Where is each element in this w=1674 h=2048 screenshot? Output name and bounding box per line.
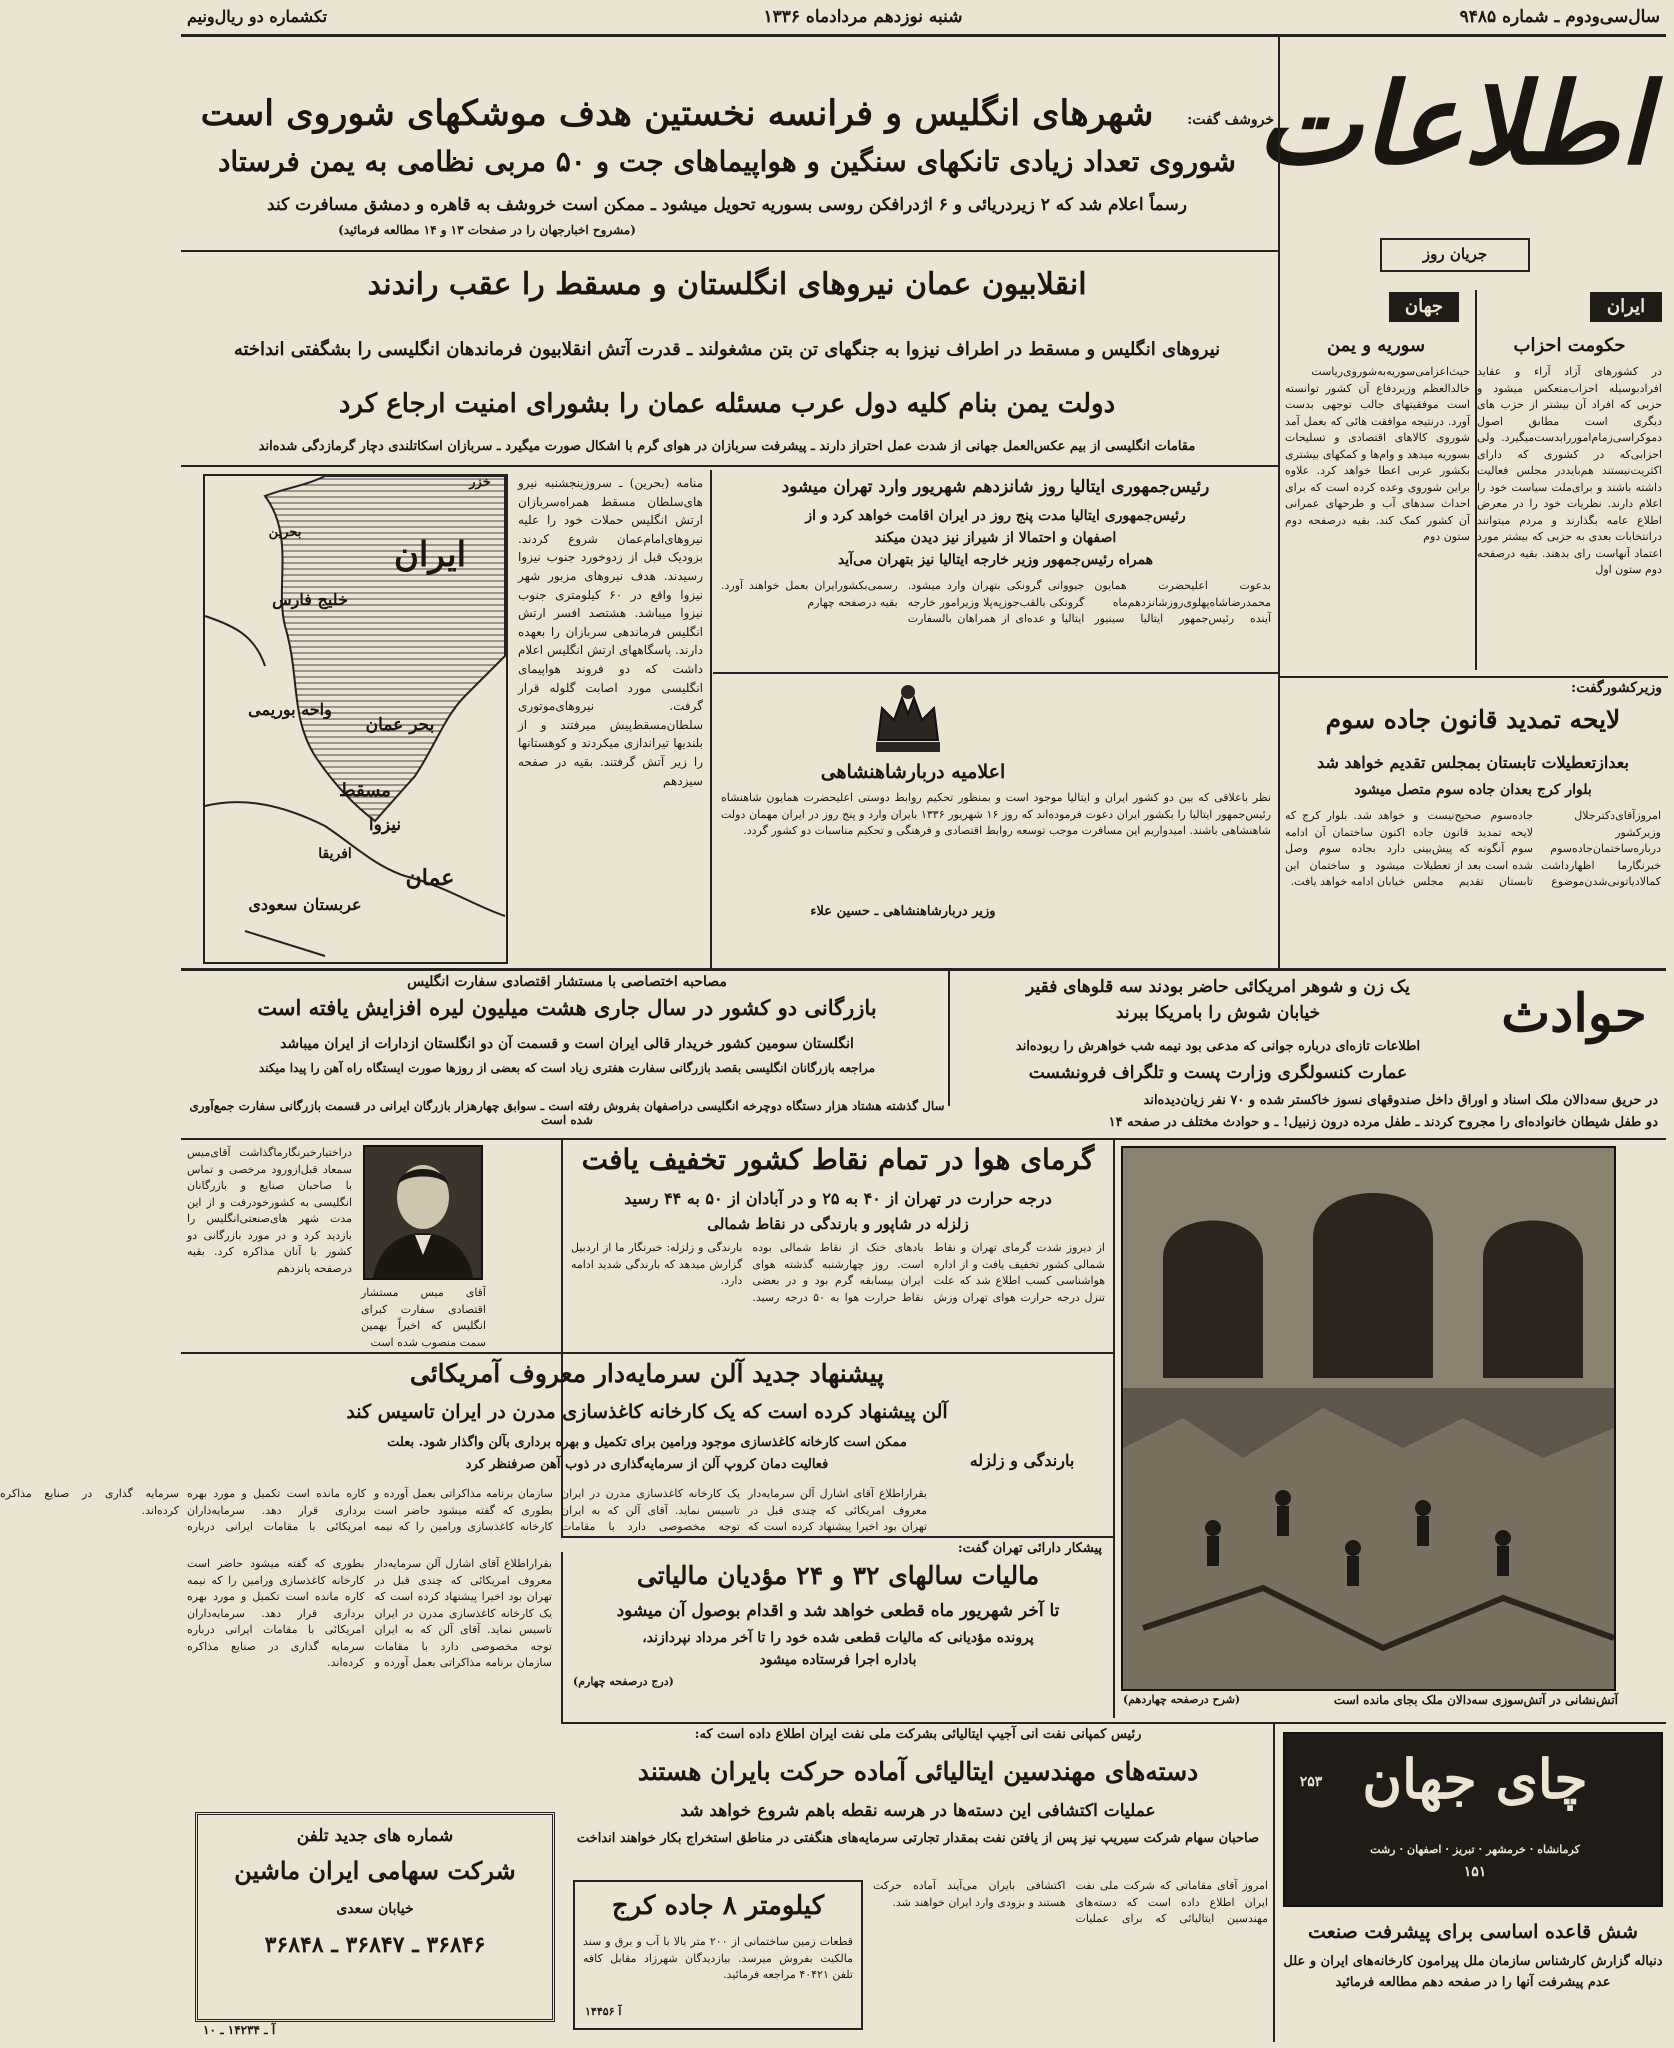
incidents-title: حوادث (1501, 983, 1647, 1044)
title-divider (1278, 36, 1280, 226)
rule (181, 968, 1666, 971)
court-announcement-body: نظر باعلاقی که بین دو کشور ایران و ایتالیا موجود است و بمنظور تحکیم روابط دوستی اعلیحضرت همایون شاهنشاه رئیس‌جمهور ایتالیا را بکشور ایران دعوت فرموده‌اند که روز ۱۶ شهریور ۱۳۳۶ بایران وارد و پنج روز در ایران مهمان دولت شاهنشاهی باشند. امیدواریم این مسافرت موجب توسعه روابط اقتصادی و فرهنگی و تحکیم مناسبات دو کشور گردد. (721, 791, 1272, 837)
trade-sub1: انگلستان سومین کشور خریدار قالی ایران است و قسمت آن دو انگلستان ازدارات از ایران میباشد (280, 1036, 854, 1052)
top-attribution: خروشف گفت: (1187, 112, 1274, 128)
issue-number: سال‌سی‌ودوم ـ شماره ۹۴۸۵ (1459, 7, 1660, 27)
phone-ad-company: شرکت سهامی ایران ماشین (234, 1856, 516, 1885)
map-label-khazar: خزر (469, 475, 491, 490)
trade-headline: بازرگانی دو کشور در سال جاری هشت میلیون لیره افزایش یافته است (257, 995, 877, 1020)
tea-ad-number-left: ۲۵۳ (1299, 1774, 1323, 1790)
tax-kicker: پیشکار دارائی تهران گفت: (957, 1541, 1102, 1556)
tax-headline: مالیات سالهای ۳۲ و ۲۴ مؤدیان مالیاتی (636, 1561, 1040, 1590)
map-label-nizwa: نیزوا (368, 815, 402, 835)
issue-date: شنبه نوزدهم مردادماه ۱۳۳۶ (763, 7, 963, 27)
tea-ad-number-right: ۱۵۱ (1463, 1864, 1487, 1880)
allen-body-continued: بقراراطلاع آقای اشارل آلن سرمایه‌دار معروف امریکائی که چندی قبل در تهران بود اخیرا پیشنهاد کرده است که یک کارخانه کاغذسازی مدرن در ایران تاسیس نماید. آقای آلن که به ایران توجه مخصوصی دارد با مقامات سازمان برنامه مذاکراتی بعمل آورده و بطوری که گفته میشود حاضر است کارخانه کاغذسازی ورامین را که نیمه کاره مانده است تکمیل و مورد بهره برداری قرار دهد. سرمایه‌داران امریکائی با مقامات ایرانی درباره سرمایه گذاری در صنایع مذاکره کرده‌اند. (187, 1557, 552, 1669)
allen-sub3: فعالیت دمان کروپ آلن از سرمایه‌گذاری در ذوب آهن صرفنظر کرد (465, 1457, 829, 1472)
crown-icon (868, 680, 948, 758)
map-label-muscat: مسقط (339, 780, 391, 801)
tax-sub3: باداره اجرا فرستاده میشود (759, 1652, 917, 1668)
photo-caption: آتش‌نشانی در آتش‌سوزی سه‌دالان ملک بجای مانده است (1333, 1693, 1618, 1707)
phone-ad-code: آ ـ ۱۴۲۳۴ ـ ۱۰ (203, 2023, 276, 2037)
tea-city: کرمانشاه (1537, 1843, 1580, 1856)
tax-note: (درج درصفحه چهارم) (573, 1675, 674, 1688)
current-affairs-box (1380, 238, 1530, 272)
oil-kicker: رئیس کمپانی نفت انی آجیپ ایتالیائی بشرکت ملی نفت ایران اطلاع داده است که: (694, 1727, 1142, 1742)
top-note: (مشروح اخبارجهان را در صفحات ۱۳ و ۱۴ مطالعه فرمائید) (338, 223, 636, 237)
italy-sub2: اصفهان و احتمالا از شیراز نیز دیدن میکند (874, 530, 1117, 546)
phone-ad-numbers: ۳۶۸۴۶ ـ ۳۶۸۴۷ ـ ۳۶۸۴۸ (264, 1932, 486, 1958)
court-announcement-signature: وزیر دربارشاهنشاهی ـ حسین علاء (810, 904, 996, 919)
portrait-caption: آقای میس مستشار اقتصادی سفارت کبرای انگلیس که اخیراً بهمین سمت منصوب شده است (361, 1286, 486, 1349)
map-label-bahrain: بحرین (268, 525, 302, 540)
newspaper-title: اطلاعات (1256, 59, 1650, 190)
iran-column-body: در کشورهای آزاد آراء و عقاید افرادبوسیله احزاب‌منعکس میشود و حزبی که افراد آن بیشتر از حزب های دیگری است مطابق اصول دموکراسی‌زمام‌اموررابدست‌میگیرد. ولی احزابی‌که در کشوری که دارای اکثریت‌نیستند هم‌باید‌در مجلس فعالیت داشته باشند و برای‌ملت سیاست خود را اعلام دارند. نظریات خود را در معرض اطلاع عامه بگذارند و مردم میتوانند درانتخابات بعدی به حزبی که بیشتر مورد اعتماد آنهاست رای بدهند. بقیه درصفحه دوم ستون اول (1477, 365, 1662, 576)
karaj-ad (573, 1880, 863, 2030)
rule (561, 1536, 1113, 1538)
heat-sub1: درجه حرارت در تهران از ۴۰ به ۲۵ و در آبادان از ۵۰ به ۴۴ رسید (624, 1189, 1052, 1208)
fire-photo (1121, 1146, 1616, 1691)
portrait-photo (363, 1145, 483, 1280)
rule (1273, 1722, 1275, 2042)
court-announcement-title: اعلامیه دربارشاهنشاهی (820, 761, 1006, 783)
photo-credit: (شرح درصفحه چهاردهم) (1123, 1693, 1241, 1706)
rule (1278, 676, 1280, 968)
issue-price: تکشماره دو ریال‌ونیم (187, 7, 328, 26)
karaj-ad-body: قطعات زمین ساختمانی از ۲۰۰ متر بالا با آب و برق و سند مالکیت بفروش میرسد. بیازدیدگان شهرزاد مقابل کافه تلفن ۴۰۴۲۱ مراجعه فرمائید. (583, 1935, 853, 1981)
incidents-head2: خیابان شوش را بامریکا ببرند (1115, 1003, 1321, 1023)
rule (1278, 226, 1280, 676)
rule (181, 250, 1278, 252)
incidents-sub3: در حریق سه‌دالان ملک اسناد و اوراق داخل صندوقهای نسوز خاکستر شده و ۷۰ نفر زیان‌دیده‌اند (1143, 1093, 1658, 1108)
map-label-oman: عمان (405, 865, 455, 891)
trade-sub3: سال گذشته هشتاد هزار دستگاه دوچرخه انگلیسی دراصفهان بفروش رفته است ـ سوابق چهارهزار بازرگان ایرانی در قسمت بازرگانی سفارت جمع‌آوری شده است (189, 1099, 945, 1127)
map-label-buraimi: واحه بوریمی (248, 700, 332, 719)
road-body: امروزآقای‌دکترجلال وزیرکشور درباره‌ساختمان‌جاده‌سوم خبرنگارما اظهارداشت کمالادیاتونی‌شدن‌موضوع جاده‌سوم صحیح‌نیست و لایحه تمدید قانون جاده سوم آنگونه که پیش‌بینی شده است بعد از تعطیلات تابستان تقدیم مجلس خواهد شد. بلوار کرج که اکنون ساختمان آن ادامه دارد بجاده سوم وصل میشود و ساختمان این خیابان ادامه خواهد یافت. (1285, 809, 1661, 888)
incidents-sub1: اطلاعات تازه‌ای درباره جوانی که مدعی بود نیمه شب خواهرش را ربوده‌اند (1015, 1039, 1421, 1054)
iran-column-headline: حکومت احزاب (1513, 335, 1626, 356)
industry-headline: شش قاعده اساسی برای پیشرفت صنعت (1308, 1921, 1638, 1943)
top-line3: رسماً اعلام شد که ۲ زیردریائی و ۶ اژدرافکن روسی بسوریه تحویل میشود ـ ممکن است خروشف به قاهره و دمشق مسافرت کند (267, 195, 1187, 215)
road-sub1: بعدازتعطیلات تابستان بمجلس تقدیم خواهد شد (1317, 753, 1629, 772)
phone-ad-street: خیابان سعدی (336, 1901, 414, 1917)
italy-sub3: همراه رئیس‌جمهور وزیر خارجه ایتالیا نیز بتهران می‌آید (837, 552, 1154, 568)
tea-city: خرمشهر (1486, 1843, 1526, 1856)
rule (710, 470, 712, 968)
rule (1475, 290, 1477, 670)
tea-city: اصفهان (1407, 1843, 1442, 1856)
road-attribution: وزیرکشورگفت: (1571, 680, 1662, 696)
tag-world: جهان (1389, 292, 1459, 322)
italy-body: بدعوت اعلیحضرت همایون محمدرضاشاه‌پهلوی‌روزشانزدهم‌ماه آینده رئیس‌جمهور ایتالیا سینیور جیووانی گرونکی بتهران وارد میشود. گرونکی بالقب‌جوزپه‌پلا وزیرامور خارجه ایتالیا و عده‌ای از همراهان بالسفارت رسمی‌بکشورایران بعمل خواهند آورد. بقیه درصفحه چهارم (721, 579, 1271, 625)
tax-sub2: پرونده مؤدیانی که مالیات قطعی شده خود را تا آخر مرداد نپردازند، (642, 1630, 1034, 1646)
oman-body: منامه (بحرین) ـ سروزینجشنبه نیرو های‌سلطان مسقط همراه‌سربازان ارتش انگلیس حملات خود را علیه نیروهای‌امام‌عمان شروع کردند. بزودیک قبل از زدوخورد جنوب نیزوا رسیدند. هدف نیروهای مزبور شهر نیزوا واقع در ۶۰ کیلومتری جنوب نیزوا میباشد. هشتصد افسر ارتش انگلیس فرماندهی سربازان را بعهده دارند. پاسگاههای ارتش انگلیس اعلام داشت که دو فروند هواپیمای انگلیسی مورد اصابت گلوله قرار گرفت. نیروهای‌موتوری سلطان‌مسقط‌پیش میرفتند و از بلندیها تیراندازی میکردند و کوهستانها را زیر آتش گرفتند. بقیه در صفحه سیزدهم (518, 476, 703, 788)
incidents-sub4: دو طفل شیطان خانواده‌ای را مجروح کردند ـ طفل مرده درون زنبیل! ـ و حوادث مختلف در صفحه ۱۴ (1108, 1115, 1658, 1130)
heat-headline: گرمای هوا در تمام نقاط کشور تخفیف یافت (581, 1143, 1095, 1176)
industry-body: دنباله گزارش کارشناس سازمان ملل پیرامون کارخانه‌های ایران و علل عدم پیشرفت آنها را در صفحه دهم مطالعه فرمائید (1283, 1954, 1663, 1990)
italy-headline: رئیس‌جمهوری ایتالیا روز شانزدهم شهریور وارد تهران میشود (781, 477, 1210, 497)
oman-sub3: مقامات انگلیسی از بیم عکس‌العمل جهانی از شدت عمل احتراز دارند ـ پیشرفت سربازان در هوای گرم با اشکال صورت میگیرد ـ سربازان اسکاتلندی دچار گرمازدگی شده‌اند (258, 439, 1196, 454)
allen-body: بقراراطلاع آقای اشارل آلن سرمایه‌دار معروف امریکائی که چندی قبل در تهران بود اخیرا پیشنهاد کرده است که یک کارخانه کاغذسازی مدرن در ایران تاسیس نماید. آقای آلن که به ایران توجه مخصوصی دارد با مقامات سازمان برنامه مذاکراتی بعمل آورده و بطوری که گفته میشود حاضر است کارخانه کاغذسازی ورامین را که نیمه کاره مانده است تکمیل و مورد بهره برداری قرار دهد. سرمایه‌داران امریکائی با مقامات ایرانی درباره سرمایه گذاری در صنایع مذاکره کرده‌اند. (0, 1487, 927, 1533)
allen-headline: پیشنهاد جدید آلن سرمایه‌دار معروف آمریکائی (409, 1359, 885, 1388)
heat-sub2: زلزله در شاپور و بارندگی در نقاط شمالی (707, 1215, 969, 1233)
trade-kicker: مصاحبه اختصاصی با مستشار اقتصادی سفارت انگلیس (407, 974, 727, 990)
tag-iran: ایران (1590, 292, 1662, 322)
portrait-figure (365, 1147, 481, 1278)
top-headline: شهرهای انگلیس و فرانسه نخستین هدف موشکهای شوروی است (200, 93, 1154, 134)
oman-headline: انقلابیون عمان نیروهای انگلستان و مسقط را عقب راندند (367, 267, 1087, 302)
karaj-ad-code: آ ۱۴۴۵۶ (585, 2005, 622, 2018)
world-column-body: حیث‌اعزامی‌سوریه‌به‌شوروی‌ریاست خالدالعظم وزیردفاع آن کشور توانسته است موفقیتهای جالب توجهی بدست آورد. درنتیجه موافقت هائی که بعمل آمد شوروی کالاهای اقتصادی و تسلیحات بسوریه میدهد و وام‌ها و کمکهای بیشتری بکشور عربی اعطا خواهد کرد. علاوه براین شوروی وعده کرده است که برای احداث سدهای آب و طرحهای عمرانی آن کشور کمک کند. بقیه درصفحه دوم ستون دوم (1285, 365, 1470, 543)
top-subhead: شوروی تعداد زیادی تانکهای سنگین و هواپیماهای جت و ۵۰ مربی نظامی به یمن فرستاد (217, 145, 1237, 178)
coastline (245, 931, 325, 956)
road-sub2: بلوار کرج بعدان جاده سوم متصل میشود (1354, 782, 1592, 798)
incidents-head1: یک زن و شوهر امریکائی حاضر بودند سه قلوهای فقیر (1026, 977, 1410, 997)
world-column-headline: سوریه و یمن (1326, 335, 1426, 356)
map-label-sea: بحر عمان (365, 715, 435, 735)
rule (561, 1722, 1666, 1724)
phone-ad-line1: شماره های جدید تلفن (296, 1826, 454, 1846)
rule (1113, 1138, 1115, 1718)
masthead-rule (181, 34, 1666, 37)
oil-headline: دسته‌های مهندسین ایتالیائی آماده حرکت بایران هستند (637, 1757, 1199, 1786)
oman-sub1: نیروهای انگلیس و مسقط در اطراف نیزوا به جنگهای تن بتن مشغولند ـ قدرت آتش انقلابیون فرماندهان انگلیسی را بشگفتی انداخته (233, 339, 1221, 360)
tea-ad (1283, 1732, 1663, 1907)
road-headline: لایحه تمدید قانون جاده سوم (1325, 705, 1621, 734)
oil-sub1: عملیات اکتشافی این دسته‌ها در هرسه نقطه باهم شروع خواهد شد (680, 1801, 1156, 1821)
rule (948, 968, 950, 1106)
map-label-arabia: عربستان سعودی (248, 895, 362, 914)
incidents-sub2: عمارت کنسولگری وزارت پست و تلگراف فرونشست (1028, 1063, 1408, 1083)
rule (561, 1138, 563, 1538)
map-label-africa: افریقا (318, 846, 352, 862)
allen-sub1: آلن پیشنهاد کرده است که یک کارخانه کاغذسازی مدرن در ایران تاسیس کند (346, 1401, 948, 1423)
current-affairs-title: جریان روز (1422, 245, 1488, 263)
allen-sub2: ممکن است کارخانه کاغذسازی موجود ورامین برای تکمیل و بهره برداری بآلن واگذار شود. بعلت (387, 1435, 907, 1450)
rule (181, 465, 1278, 467)
heat-body: از دیروز شدت گرمای تهران و نقاط شمالی کشور تخفیف یافت و از اداره هواشناسی کسب اطلاع شد که علت تنزل درجه حرارت هوای تهران وزش بادهای خنک از نقاط شمالی بوده است. روز چهارشنبه گذشته هوای ایران بیسابقه گرم بود و در بعضی نقاط حرارت هوا به ۵۰ درجه رسید. بارندگی و زلزله: خبرنگار ما از اردبیل گزارش میدهد که بارندگی شدید ادامه دارد. (571, 1241, 1105, 1304)
trade-body: دراختیارخبرنگارماگذاشت آقای‌میس سمعاد قبل‌ازورود مرخصی و تماس با صاحبان صنایع و بازرگانان انگلیسی به کشورخودرفت و از این مدت شهر های‌صنعتی‌انگلیس را بازدید کرد و در مورد بازرگانی دو کشور با آنان مذاکره کرد. بقیه درصفحه پانزدهم (187, 1146, 352, 1275)
oil-body: امروز آقای مقاماتی که شرکت ملی نفت ایران اطلاع داده است که دسته‌های مهندسین ایتالیائی که برای عملیات اکتشافی بایران می‌آیند آماده حرکت هستند و بزودی وارد ایران خواهند شد. (873, 1879, 1268, 1925)
phone-ad (195, 1812, 555, 2022)
rule (1278, 676, 1668, 678)
coastline (205, 616, 265, 666)
tax-sub1: تا آخر شهریور ماه قطعی خواهد شد و اقدام بوصول آن میشود (616, 1601, 1060, 1621)
map-label-gulf: خلیج فارس (272, 590, 348, 609)
map-label-iran: ایران (393, 535, 467, 575)
oman-map (203, 474, 508, 964)
tea-ad-cities: کرمانشاه · خرمشهر · تبریز · اصفهان · رشت (1370, 1843, 1580, 1856)
rule (561, 1552, 563, 1722)
heat-rain: بارندگی و زلزله (969, 1451, 1075, 1470)
karaj-ad-headline: کیلومتر ۸ جاده کرج (611, 1891, 825, 1921)
rule (181, 1352, 1113, 1354)
rule (713, 672, 1278, 674)
crown-emblem (868, 680, 948, 758)
italy-sub1: رئیس‌جمهوری ایتالیا مدت پنج روز در ایران اقامت خواهد کرد و از (805, 508, 1186, 524)
fire-photo-scene (1123, 1148, 1614, 1689)
tea-ad-brand: چای جهان (1362, 1747, 1588, 1811)
rule (181, 1138, 561, 1140)
oil-sub2: صاحبان سهام شرکت سیریپ نیز پس از یافتن نفت بمقدار تجارتی سرمایه‌های هنگفتی در مناطق استخراج بکار خواهند انداخت (576, 1831, 1260, 1846)
trade-sub2: مراجعه بازرگانان انگلیسی بقصد بازرگانی سفارت هفتری زیاد است که بعضی از روزها صورت ایستگاه راه آهن را پیدا میکند (258, 1061, 876, 1075)
tea-city: رشت (1370, 1843, 1396, 1856)
oman-sub2: دولت یمن بنام کلیه دول عرب مسئله عمان را بشورای امنیت ارجاع کرد (338, 389, 1116, 419)
tea-city: تبریز (1452, 1843, 1475, 1856)
